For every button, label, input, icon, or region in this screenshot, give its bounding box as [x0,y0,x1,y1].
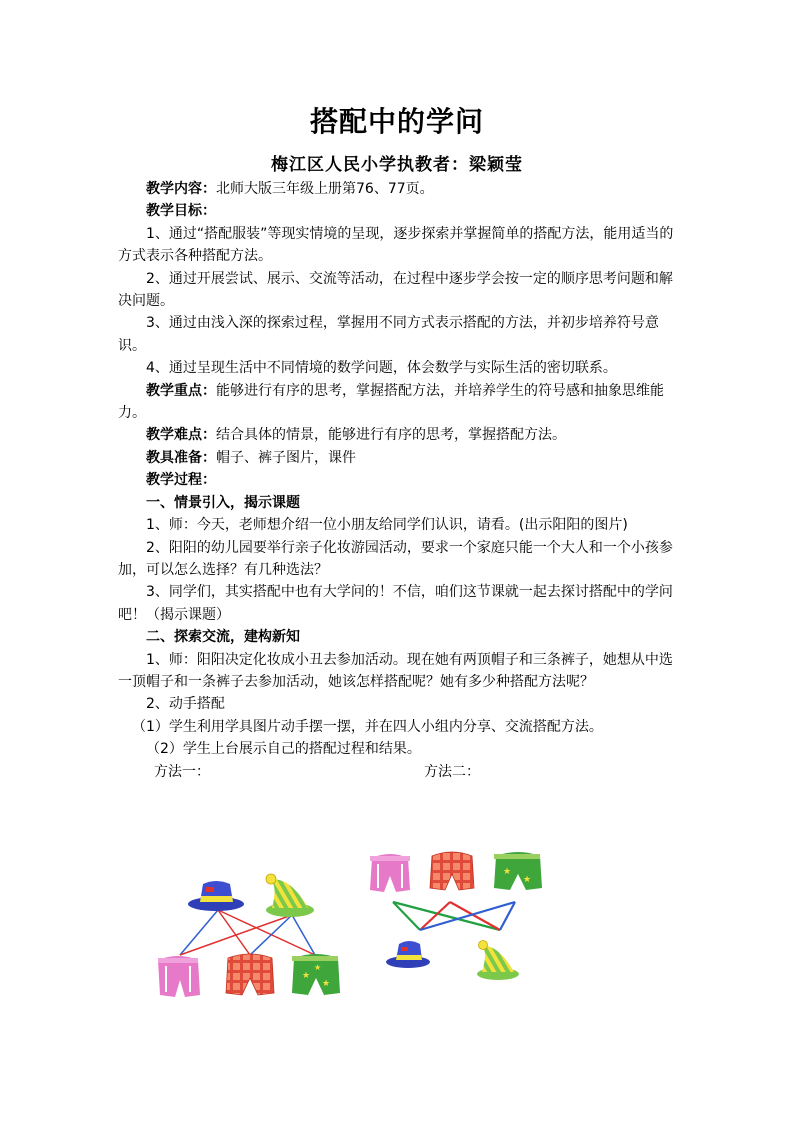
plaid-pants-icon [430,852,474,890]
goal-item-2: 2、通过开展尝试、展示、交流等活动，在过程中逐步学会按一定的顺序思考问题和解决问题。 [118,270,673,310]
green-pants-icon [292,954,340,995]
striped-hat-icon [477,941,519,981]
teaching-prep-label: 教具准备： [146,449,216,466]
striped-hat-icon [266,874,314,917]
goal-item-4: 4、通过呈现生活中不同情境的数学问题，体会数学与实际生活的密切联系。 [146,360,617,377]
author-line: 梅江区人民小学执教者：梁颖莹 [271,155,523,175]
teaching-content-label: 教学内容： [146,181,216,197]
teaching-difficulty-text: 结合具体的情景，能够进行有序的思考，掌握搭配方法。 [216,427,566,444]
teaching-content-text: 北师大版三年级上册第76、77页。 [216,181,434,197]
svg-text:★: ★ [322,979,331,989]
section2-heading: 二、探索交流，建构新知 [146,629,300,646]
green-pants-icon [494,852,542,890]
svg-text:★: ★ [302,971,311,981]
method-two-diagram [370,852,542,980]
section1-item-3: 3、同学们，其实搭配中也有大学问的！不信，咱们这节课就一起去探讨搭配中的学问吧！（揭示课题） [118,584,673,623]
teaching-goals-label: 教学目标： [146,203,216,220]
section2-sub-item-1: （1）学生利用学具图片动手摆一摆，并在四人小组内分享、交流搭配方法。 [132,718,603,735]
teaching-difficulty-label: 教学难点： [146,427,216,444]
section1-item-1: 1、师：今天，老师想介绍一位小朋友给同学们认识，请看。(出示阳阳的图片) [146,517,628,534]
method-one-label: 方法一： [154,763,210,780]
teaching-prep-text: 帽子、裤子图片，课件 [216,449,356,466]
svg-text:★: ★ [523,875,532,885]
pink-pants-icon [370,854,410,892]
method-two-lines [393,902,515,930]
section2-item-1: 1、师：阳阳决定化妆成小丑去参加活动。现在她有两顶帽子和三条裤子，她想从中选一顶帽子和一条裤子去参加活动，她该怎样搭配呢？她有多少种搭配方法呢？ [118,651,673,690]
svg-text:★: ★ [503,867,512,877]
plaid-pants-icon [226,954,274,995]
section1-item-2: 2、阳阳的幼儿园要举行亲子化妆游园活动，要求一个家庭只能一个大人和一个小孩参加，可以怎么选择？有几种选法？ [118,539,673,578]
method-two-label: 方法二： [424,763,480,780]
teaching-key-text: 能够进行有序的思考，掌握搭配方法，并培养学生的符号感和抽象思维能力。 [118,382,664,422]
blue-hat-icon [188,881,244,911]
svg-text:★: ★ [314,963,322,972]
method-one-diagram [158,874,340,997]
section1-heading: 一、情景引入，揭示课题 [146,494,300,511]
blue-hat-icon [386,941,430,968]
goal-item-3: 3、通过由浅入深的探索过程，掌握用不同方式表示搭配的方法，并初步培养符号意识。 [118,315,659,354]
page-title: 搭配中的学问 [309,105,484,138]
goal-item-1: 1、通过“搭配服装”等现实情境的呈现，逐步探索并掌握简单的搭配方法，能用适当的方式表示各种搭配方法。 [118,225,674,265]
teaching-process-label: 教学过程： [146,472,216,489]
teaching-key-label: 教学重点： [146,382,216,399]
pink-pants-icon [158,956,200,997]
section2-sub-item-2: （2）学生上台展示自己的搭配过程和结果。 [146,741,421,758]
section2-item-2: 2、动手搭配 [146,696,225,713]
